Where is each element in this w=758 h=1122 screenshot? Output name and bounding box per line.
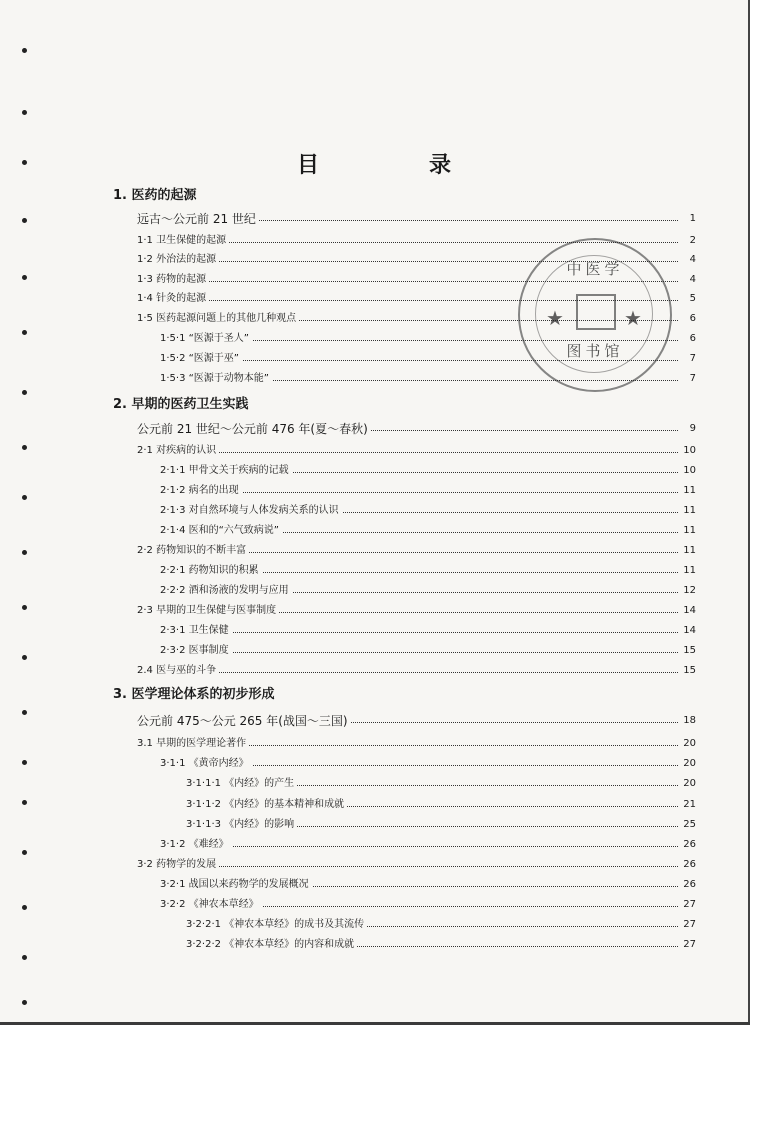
toc-entry-title: 2·2 药物知识的不断丰富 [137,542,249,560]
toc-entry-title: 公元前 21 世纪～公元前 476 年(夏～春秋) [137,420,371,438]
toc-entry [0,856,748,874]
stamp-text-bottom: 图书馆 [566,342,624,360]
toc-entry-title: 1·5 医药起源问题上的其他几种观点 [137,310,299,328]
toc-entry [0,662,748,680]
toc-entry-title: 2·1·2 病名的出现 [160,482,242,500]
toc-page-number: 11 [683,565,696,576]
toc-entry-title: 3·1·1·2 《内经》的基本精神和成就 [186,796,347,814]
page-bottom-edge [0,1022,750,1025]
toc-page-number: 27 [683,919,696,930]
toc-entry [0,916,748,934]
toc-entry-title: 3·2·2·2 《神农本草经》的内容和成就 [186,936,357,954]
toc-entry [0,562,748,580]
toc-page-number: 5 [689,293,696,304]
toc-entry [0,622,748,640]
toc-page-number: 2 [689,235,696,246]
toc-page-number: 9 [689,423,696,434]
toc-page-number: 15 [683,645,696,656]
toc-entry-title: 2·1·1 甲骨文关于疾病的记载 [160,462,292,480]
toc-page-number: 7 [689,373,696,384]
toc-entry-title: 3·2·1 战国以来药物学的发展概况 [160,876,312,894]
toc-entry-title: 2·2·2 酒和汤液的发明与应用 [160,582,292,600]
dot-leader [141,866,678,867]
toc-entry-title: 3·2·2·1 《神农本草经》的成书及其流传 [186,916,367,934]
toc-page-number: 20 [683,758,696,769]
toc-chapter-heading [0,396,748,414]
toc-entry-title: 1. 医药的起源 [113,187,200,205]
toc-entry [0,482,748,500]
toc-page-number: 21 [683,799,696,810]
toc-chapter-heading [0,187,748,205]
toc-page-number: 10 [683,445,696,456]
toc-page-number: 26 [683,839,696,850]
toc-page-number: 14 [683,625,696,636]
toc-page-number: 1 [689,213,696,224]
toc-entry [0,232,748,250]
toc-page-number: 18 [683,715,696,726]
toc-page-number: 26 [683,859,696,870]
toc-entry-title: 公元前 475～公元 265 年(战国～三国) [137,712,351,730]
toc-entry-title: 1·5·3 “医源于动物本能” [160,370,272,388]
toc-page-number: 11 [683,485,696,496]
star-icon: ★ [546,306,564,330]
toc-entry-title: 1·2 外治法的起源 [137,251,219,269]
toc-page-number: 14 [683,605,696,616]
toc-entry-title: 1·1 卫生保健的起源 [137,232,229,250]
toc-entry [0,896,748,914]
toc-page-number: 10 [683,465,696,476]
toc-entry-title: 3·1·1·1 《内经》的产生 [186,775,297,793]
toc-page-number: 12 [683,585,696,596]
stamp-emblem [576,294,616,330]
toc-entry-title: 2·1·3 对自然环境与人体发病关系的认识 [160,502,342,520]
toc-entry-title: 远古～公元前 21 世纪 [137,210,259,228]
toc-page-number: 11 [683,505,696,516]
dot-leader [141,452,678,453]
stamp-text-top: 中医学 [566,260,624,278]
toc-entry-title: 1·4 针灸的起源 [137,290,209,308]
binding-hole [22,48,27,53]
toc-entry-title: 2·1 对疾病的认识 [137,442,219,460]
toc-entry [0,755,748,773]
star-icon: ★ [624,306,642,330]
page-title: 目 录 [296,153,495,178]
binding-hole [22,1000,27,1005]
toc-entry [0,542,748,560]
toc-entry [0,502,748,520]
toc-entry [0,420,748,438]
toc-entry-title: 1·3 药物的起源 [137,271,209,289]
toc-entry [0,796,748,814]
toc-entry-title: 2·3·2 医事制度 [160,642,232,660]
toc-entry-title: 1·5·2 “医源于巫” [160,350,242,368]
toc-page-number: 15 [683,665,696,676]
toc-entry-title: 3·2 药物学的发展 [137,856,219,874]
toc-entry-title: 3·1·1 《黄帝内经》 [160,755,252,773]
toc-entry [0,442,748,460]
toc-entry-title: 3·1·2 《难经》 [160,836,232,854]
toc-page-number: 11 [683,525,696,536]
toc-entry [0,582,748,600]
toc-page-number: 6 [689,313,696,324]
dot-leader [164,652,678,653]
binding-hole [22,110,27,115]
dot-leader [164,846,678,847]
toc-entry [0,462,748,480]
binding-hole [22,390,27,395]
toc-page-number: 7 [689,353,696,364]
toc-entry-title: 3. 医学理论体系的初步形成 [113,686,278,704]
toc-page-number: 26 [683,879,696,890]
toc-page-number: 4 [689,254,696,265]
library-stamp [518,238,672,392]
toc-page-number: 27 [683,939,696,950]
toc-page-number: 20 [683,778,696,789]
toc-entry [0,522,748,540]
toc-entry [0,775,748,793]
toc-entry [0,936,748,954]
toc-page-number: 4 [689,274,696,285]
toc-entry [0,816,748,834]
toc-page-number: 20 [683,738,696,749]
toc-entry [0,876,748,894]
toc-entry-title: 2. 早期的医药卫生实践 [113,396,252,414]
toc-page-number: 27 [683,899,696,910]
toc-entry-title: 2·1·4 医和的“六气致病说” [160,522,282,540]
toc-entry-title: 2·2·1 药物知识的积累 [160,562,262,580]
toc-entry-title: 3·2·2 《神农本草经》 [160,896,262,914]
toc-entry [0,712,748,730]
binding-hole [22,955,27,960]
toc-entry [0,735,748,753]
toc-entry-title: 2.4 医与巫的斗争 [137,662,219,680]
toc-page-number: 11 [683,545,696,556]
toc-chapter-heading [0,686,748,704]
toc-entry [0,210,748,228]
dot-leader [141,672,678,673]
toc-entry [0,836,748,854]
toc-entry-title: 3.1 早期的医学理论著作 [137,735,249,753]
toc-entry-title: 1·5·1 “医源于圣人” [160,330,252,348]
toc-entry [0,602,748,620]
toc-page-number: 25 [683,819,696,830]
toc-entry-title: 2·3 早期的卫生保健与医事制度 [137,602,279,620]
dot-leader [164,632,678,633]
toc-entry [0,642,748,660]
toc-entry-title: 2·3·1 卫生保健 [160,622,232,640]
toc-page-number: 6 [689,333,696,344]
toc-entry-title: 3·1·1·3 《内经》的影响 [186,816,297,834]
